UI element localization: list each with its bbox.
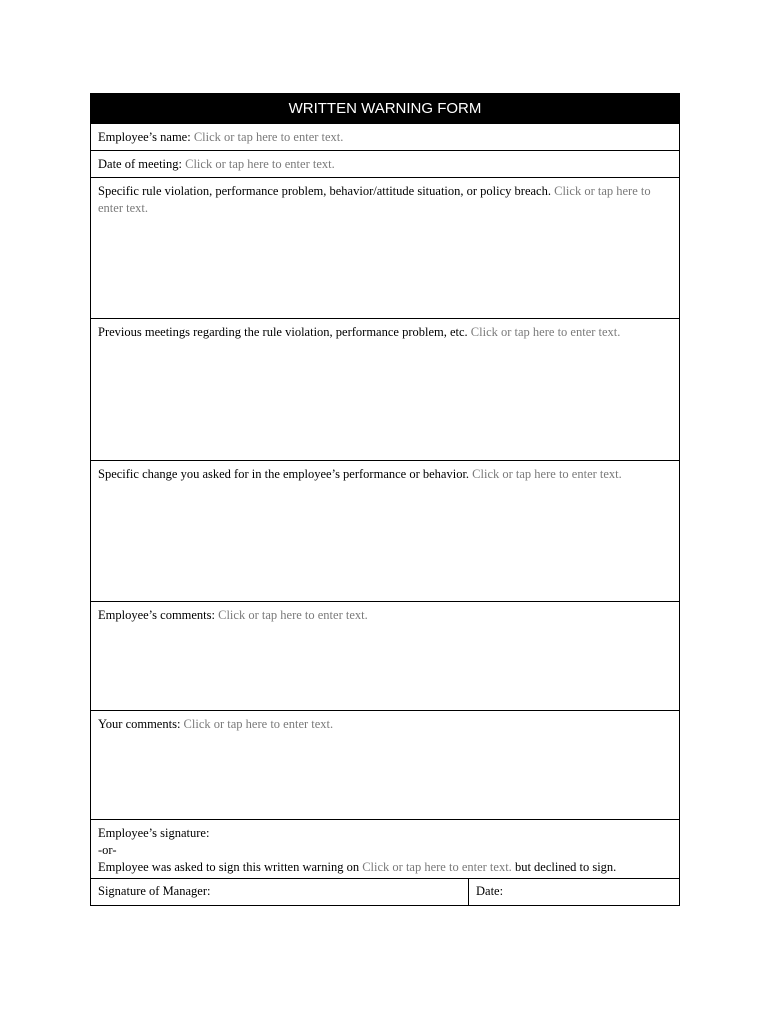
declined-date-field[interactable]: Click or tap here to enter text.: [362, 860, 512, 874]
employee-comments-row: [91, 601, 679, 710]
previous-meetings-field[interactable]: Click or tap here to enter text.: [470, 325, 621, 339]
date-of-meeting-row: [91, 150, 679, 177]
employee-name-field[interactable]: Click or tap here to enter text.: [193, 130, 344, 144]
violation-label: Specific rule violation, performance problem, behavior/attitude situation, or policy breach.: [98, 184, 551, 198]
declined-suffix: but declined to sign.: [514, 860, 617, 874]
date-of-meeting-field[interactable]: Click or tap here to enter text.: [185, 157, 335, 171]
employee-comments-label: Employee’s comments:: [98, 608, 215, 622]
declined-prefix: Employee was asked to sign this written warning on: [98, 860, 360, 874]
form-title: WRITTEN WARNING FORM: [91, 94, 679, 123]
previous-meetings-row: [91, 318, 679, 460]
manager-signature-cell[interactable]: [91, 879, 469, 905]
manager-signature-label: Signature of Manager:: [98, 884, 211, 898]
employee-signature-label: Employee’s signature:: [98, 826, 210, 840]
employee-signature-row: [91, 819, 679, 878]
previous-meetings-label: Previous meetings regarding the rule violation, performance problem, etc.: [98, 325, 468, 339]
manager-date-cell[interactable]: [469, 879, 679, 905]
change-requested-field[interactable]: Click or tap here to enter text.: [472, 467, 622, 481]
employee-name-label: Employee’s name:: [98, 130, 191, 144]
your-comments-row: [91, 710, 679, 819]
or-separator: -or-: [98, 843, 117, 857]
violation-row: [91, 177, 679, 318]
violation-field[interactable]: Click or tap here to enter text.: [98, 184, 651, 215]
written-warning-form: [90, 93, 680, 906]
employee-name-row: [91, 123, 679, 150]
change-requested-label: Specific change you asked for in the employee’s performance or behavior.: [98, 467, 470, 481]
change-requested-row: [91, 460, 679, 601]
declined-statement: [98, 859, 672, 876]
manager-signature-row: [91, 878, 679, 905]
your-comments-label: Your comments:: [98, 717, 181, 731]
date-of-meeting-label: Date of meeting:: [98, 157, 182, 171]
manager-date-label: Date:: [476, 884, 504, 898]
employee-comments-field[interactable]: Click or tap here to enter text.: [218, 608, 368, 622]
your-comments-field[interactable]: Click or tap here to enter text.: [183, 717, 334, 731]
